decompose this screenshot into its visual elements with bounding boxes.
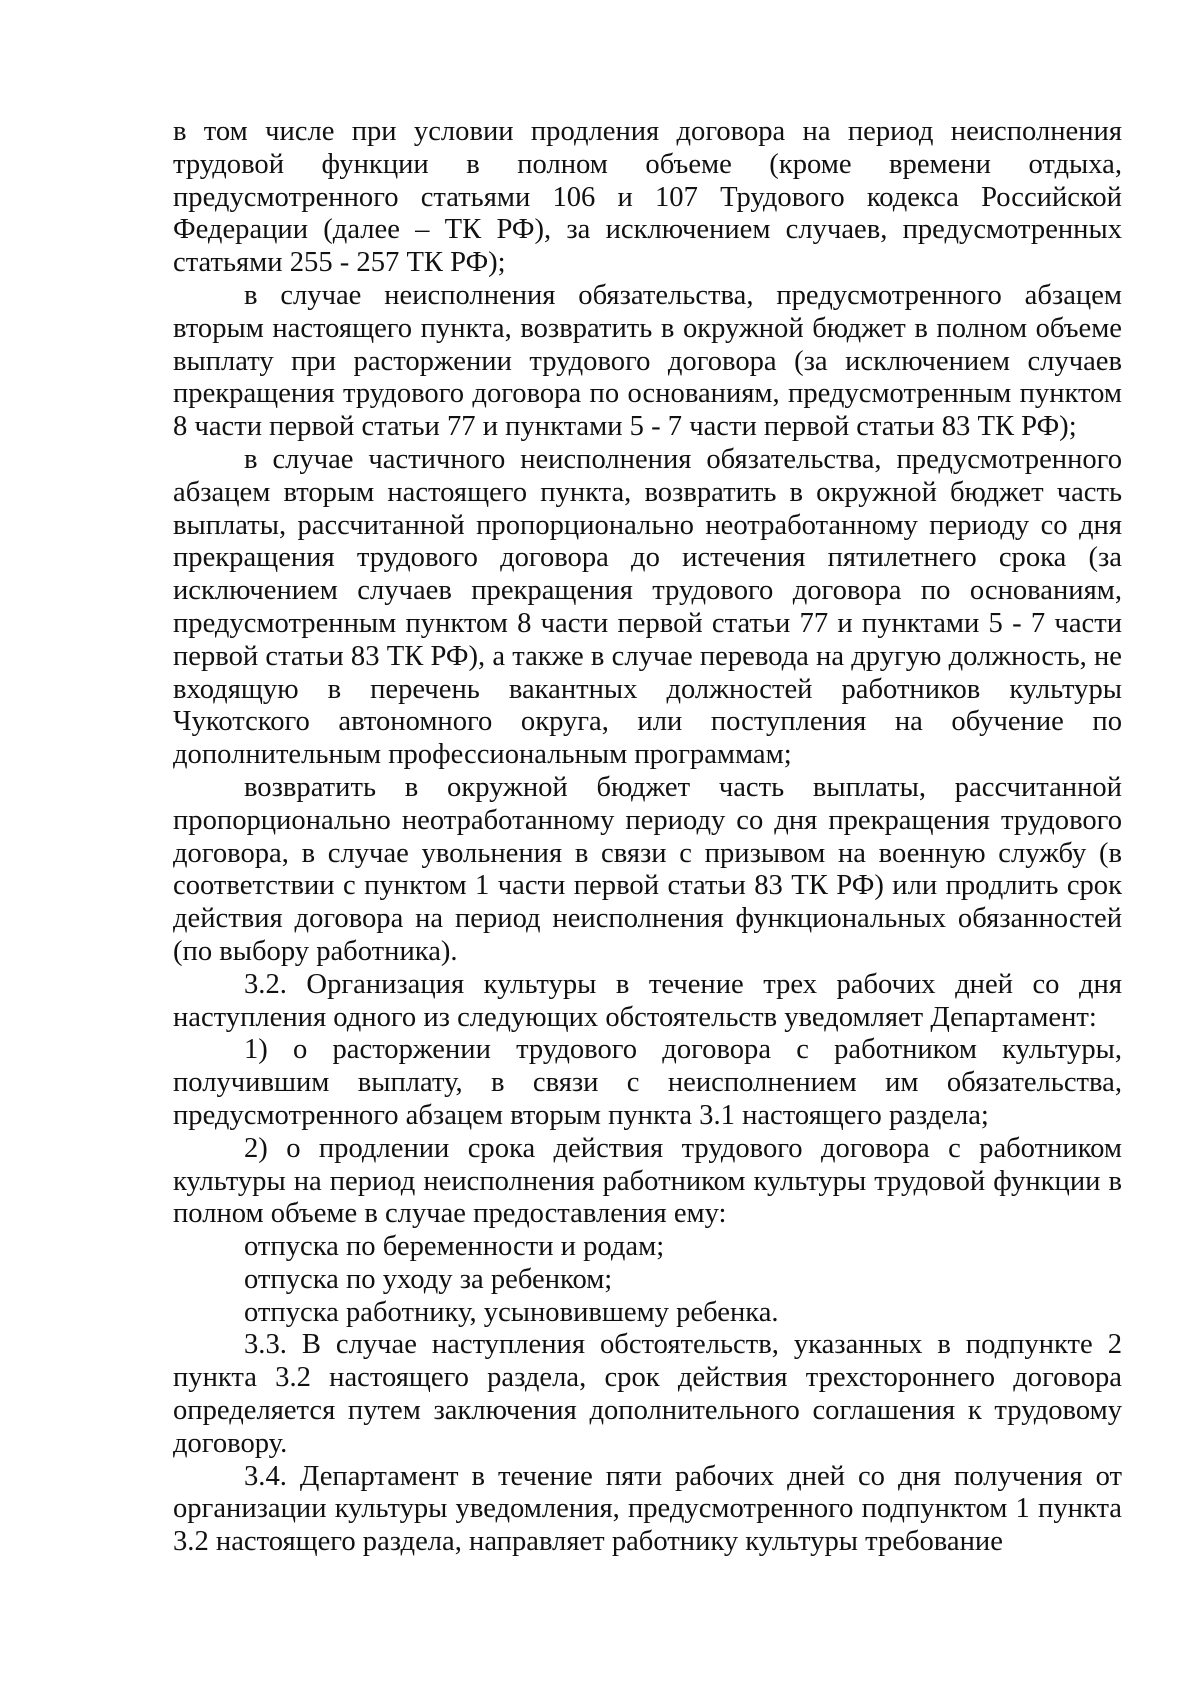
leave-item-childcare: отпуска по уходу за ребенком; [244,1263,613,1295]
paragraph-3-4: 3.4. Департамент в течение пяти рабочих дней со дня получения от организации культуры уведомления, предусмотренного подпунктом 1 пункта 3.2 настоящего раздела, направляет работнику культуры требование [173,1460,1122,1558]
paragraph-3-2-item-1: 1) о расторжении трудового договора с работником культуры, получившим выплату, в связи с неисполнением им обязательства, предусмотренного абзацем вторым пункта 3.1 настоящего раздела; [173,1034,1122,1131]
paragraph-full-nonfulfillment: в случае неисполнения обязательства, предусмотренного абзацем вторым настоящего пункта, возвратить в окружной бюджет в полном объеме выплату при расторжении трудового договора (за исключением случаев прекращения трудового договора по основаниям, предусмотренным пунктом 8 части первой статьи 77 и пунктами 5 - 7 части первой статьи 83 ТК РФ); [173,279,1122,443]
paragraph-3-2-item-2: 2) о продлении срока действия трудового договора с работником культуры на период неисполнения работником культуры трудовой функции в полном объеме в случае предоставления ему: [173,1132,1122,1230]
document-body [173,116,1122,1559]
leave-item-adoption: отпуска работнику, усыновившему ребенка. [244,1296,779,1328]
paragraph-3-3: 3.3. В случае наступления обстоятельств, указанных в подпункте 2 пункта 3.2 настоящего раздела, срок действия трехстороннего договора определяется путем заключения дополнительного соглашения к трудовому договору. [173,1329,1122,1459]
leave-item-maternity: отпуска по беременности и родам; [244,1231,665,1263]
paragraph-partial-nonfulfillment: в случае частичного неисполнения обязательства, предусмотренного абзацем вторым настоящего пункта, возвратить в окружной бюджет часть выплаты, рассчитанной пропорционально неотработанному периоду со дня прекращения трудового договора до истечения пятилетнего срока (за исключением случаев прекращения трудового договора по основаниям, предусмотренным пунктом 8 части первой статьи 77 и пунктами 5 - 7 части первой статьи 83 ТК РФ), а также в случае перевода на другую должность, не входящую в перечень вакантных должностей работников культуры Чукотского автономного округа, или поступления на обучение по дополнительным профессиональным программам; [173,443,1122,771]
paragraph-continuation: в том числе при условии продления договора на период неисполнения трудовой функции в полном объеме (кроме времени отдыха, предусмотренного статьями 106 и 107 Трудового кодекса Российской Федерации (далее – ТК РФ), за исключением случаев, предусмотренных статьями 255 - 257 ТК РФ); [173,116,1122,279]
paragraph-3-2: 3.2. Организация культуры в течение трех рабочих дней со дня наступления одного из следующих обстоятельств уведомляет Департамент: [173,968,1122,1033]
paragraph-military-service: возвратить в окружной бюджет часть выплаты, рассчитанной пропорционально неотработанному периоду со дня прекращения трудового договора, в случае увольнения в связи с призывом на военную службу (в соответствии с пунктом 1 части первой статьи 83 ТК РФ) или продлить срок действия договора на период неисполнения функциональных обязанностей (по выбору работника). [173,771,1122,967]
